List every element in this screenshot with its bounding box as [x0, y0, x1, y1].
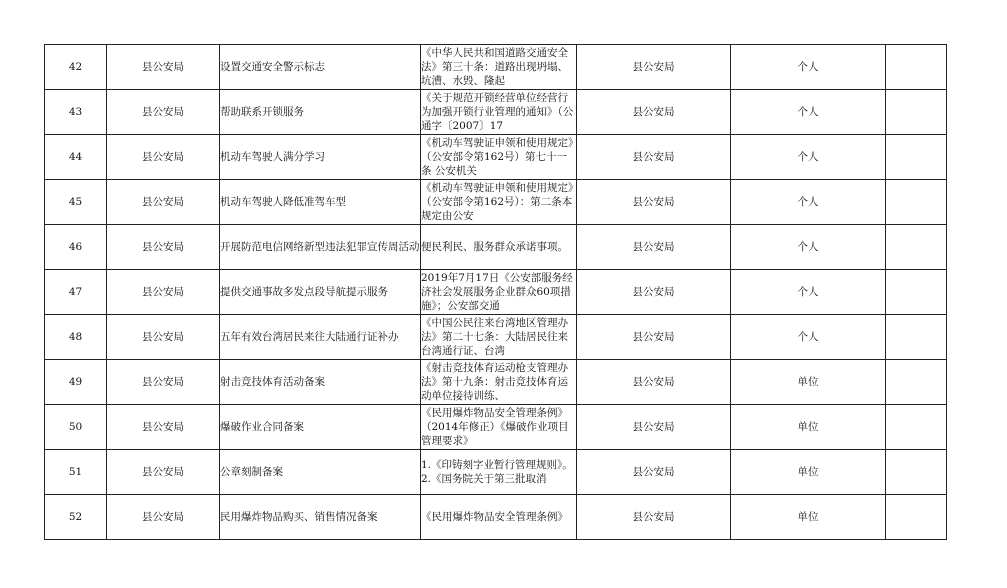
remarks-cell	[886, 495, 947, 540]
implementing-agency-cell: 县公安局	[577, 495, 731, 540]
item-number-cell: 43	[45, 90, 107, 135]
item-name-cell-text: 射击竞技体育活动备案	[220, 376, 325, 388]
item-number-cell: 45	[45, 180, 107, 225]
item-name-cell-text: 公章刻制备案	[220, 466, 283, 478]
legal-basis-cell	[421, 135, 577, 180]
service-object-cell: 个人	[731, 90, 886, 135]
item-number-cell: 48	[45, 315, 107, 360]
item-number-cell: 52	[45, 495, 107, 540]
remarks-cell	[886, 315, 947, 360]
item-name-cell	[220, 225, 421, 270]
remarks-cell	[886, 135, 947, 180]
item-name-cell	[220, 315, 421, 360]
legal-basis-cell	[421, 270, 577, 315]
item-name-cell	[220, 450, 421, 495]
remarks-cell	[886, 270, 947, 315]
table-body	[45, 45, 947, 540]
implementing-agency-cell: 县公安局	[577, 45, 731, 90]
item-name-cell-text: 机动车驾驶人满分学习	[220, 151, 325, 163]
legal-basis-cell-text: 《民用爆炸物品安全管理条例》	[421, 511, 568, 523]
service-items-table	[44, 44, 947, 540]
legal-basis-cell-text: 《关于规范开锁经营单位经营行为加强开锁行业管理的通知》（公通字〔2007〕17	[421, 92, 574, 132]
implementing-agency-cell: 县公安局	[577, 405, 731, 450]
legal-basis-cell-text: 2019年7月17日《公安部服务经济社会发展服务企业群众60项措施》；公安部交通	[421, 272, 573, 312]
implementing-agency-cell: 县公安局	[577, 315, 731, 360]
table-row	[45, 180, 947, 225]
department-cell: 县公安局	[107, 270, 220, 315]
table-row	[45, 315, 947, 360]
legal-basis-cell	[421, 450, 577, 495]
table-row	[45, 225, 947, 270]
item-number-cell: 42	[45, 45, 107, 90]
item-name-cell	[220, 495, 421, 540]
legal-basis-cell	[421, 360, 577, 405]
legal-basis-cell-text: 《射击竞技体育运动枪支管理办法》第十九条：射击竞技体育运动单位接待训练、	[421, 362, 568, 402]
service-object-cell: 单位	[731, 450, 886, 495]
department-cell: 县公安局	[107, 405, 220, 450]
service-object-cell: 单位	[731, 360, 886, 405]
implementing-agency-cell: 县公安局	[577, 90, 731, 135]
implementing-agency-cell: 县公安局	[577, 450, 731, 495]
legal-basis-cell-text: 《民用爆炸物品安全管理条例》（2014年修正）《爆破作业项目管理要求》	[421, 407, 569, 447]
item-number-cell: 47	[45, 270, 107, 315]
remarks-cell	[886, 360, 947, 405]
item-name-cell-text: 民用爆炸物品购买、销售情况备案	[220, 511, 378, 523]
table-row	[45, 405, 947, 450]
item-name-cell-text: 开展防范电信网络新型违法犯罪宣传周活动	[220, 241, 420, 253]
legal-basis-cell	[421, 225, 577, 270]
item-name-cell-text: 机动车驾驶人降低准驾车型	[220, 196, 346, 208]
remarks-cell	[886, 90, 947, 135]
service-object-cell: 单位	[731, 405, 886, 450]
legal-basis-cell-text: 《中华人民共和国道路交通安全法》第三十条：道路出现坍塌、坑漕、水毁、隆起	[421, 47, 568, 87]
service-object-cell: 个人	[731, 270, 886, 315]
legal-basis-cell-text: 《中国公民往来台湾地区管理办法》第二十七条：大陆居民往来台湾通行证、台湾	[421, 317, 568, 357]
service-object-cell: 个人	[731, 135, 886, 180]
item-name-cell	[220, 135, 421, 180]
service-object-cell: 个人	[731, 45, 886, 90]
legal-basis-cell	[421, 315, 577, 360]
legal-basis-cell	[421, 495, 577, 540]
item-name-cell-text: 爆破作业合同备案	[220, 421, 304, 433]
legal-basis-cell-text: 《机动车驾驶证申领和使用规定》（公安部令第162号）第七十一条 公安机关	[421, 137, 574, 177]
item-number-cell: 51	[45, 450, 107, 495]
implementing-agency-cell: 县公安局	[577, 135, 731, 180]
item-number-cell: 44	[45, 135, 107, 180]
item-name-cell-text: 五年有效台湾居民来往大陆通行证补办	[220, 331, 399, 343]
legal-basis-cell-text: 1.《印铸刻字业暂行管理规则》。2.《国务院关于第三批取消	[421, 459, 573, 485]
item-number-cell: 50	[45, 405, 107, 450]
table-row	[45, 90, 947, 135]
service-object-cell: 个人	[731, 315, 886, 360]
legal-basis-cell	[421, 90, 577, 135]
remarks-cell	[886, 225, 947, 270]
item-name-cell-text: 设置交通安全警示标志	[220, 61, 325, 73]
table-row	[45, 360, 947, 405]
item-name-cell	[220, 45, 421, 90]
item-name-cell-text: 帮助联系开锁服务	[220, 106, 304, 118]
service-object-cell: 个人	[731, 225, 886, 270]
table-row	[45, 270, 947, 315]
table-row	[45, 45, 947, 90]
legal-basis-cell-text: 便民利民、服务群众承诺事项。	[421, 241, 568, 253]
legal-basis-cell-text: 《机动车驾驶证申领和使用规定》（公安部令第162号）：第二条本规定由公安	[421, 182, 574, 222]
department-cell: 县公安局	[107, 180, 220, 225]
item-name-cell	[220, 180, 421, 225]
item-number-cell: 49	[45, 360, 107, 405]
item-number-cell: 46	[45, 225, 107, 270]
department-cell: 县公安局	[107, 135, 220, 180]
department-cell: 县公安局	[107, 450, 220, 495]
department-cell: 县公安局	[107, 360, 220, 405]
table-row	[45, 450, 947, 495]
department-cell: 县公安局	[107, 225, 220, 270]
service-object-cell: 单位	[731, 495, 886, 540]
implementing-agency-cell: 县公安局	[577, 360, 731, 405]
department-cell: 县公安局	[107, 495, 220, 540]
implementing-agency-cell: 县公安局	[577, 270, 731, 315]
remarks-cell	[886, 45, 947, 90]
remarks-cell	[886, 180, 947, 225]
department-cell: 县公安局	[107, 90, 220, 135]
implementing-agency-cell: 县公安局	[577, 180, 731, 225]
department-cell: 县公安局	[107, 45, 220, 90]
department-cell: 县公安局	[107, 315, 220, 360]
table-row	[45, 495, 947, 540]
service-object-cell: 个人	[731, 180, 886, 225]
remarks-cell	[886, 450, 947, 495]
item-name-cell	[220, 270, 421, 315]
remarks-cell	[886, 405, 947, 450]
legal-basis-cell	[421, 405, 577, 450]
item-name-cell	[220, 90, 421, 135]
item-name-cell	[220, 360, 421, 405]
item-name-cell	[220, 405, 421, 450]
legal-basis-cell	[421, 180, 577, 225]
table-row	[45, 135, 947, 180]
implementing-agency-cell: 县公安局	[577, 225, 731, 270]
item-name-cell-text: 提供交通事故多发点段导航提示服务	[220, 286, 388, 298]
legal-basis-cell	[421, 45, 577, 90]
